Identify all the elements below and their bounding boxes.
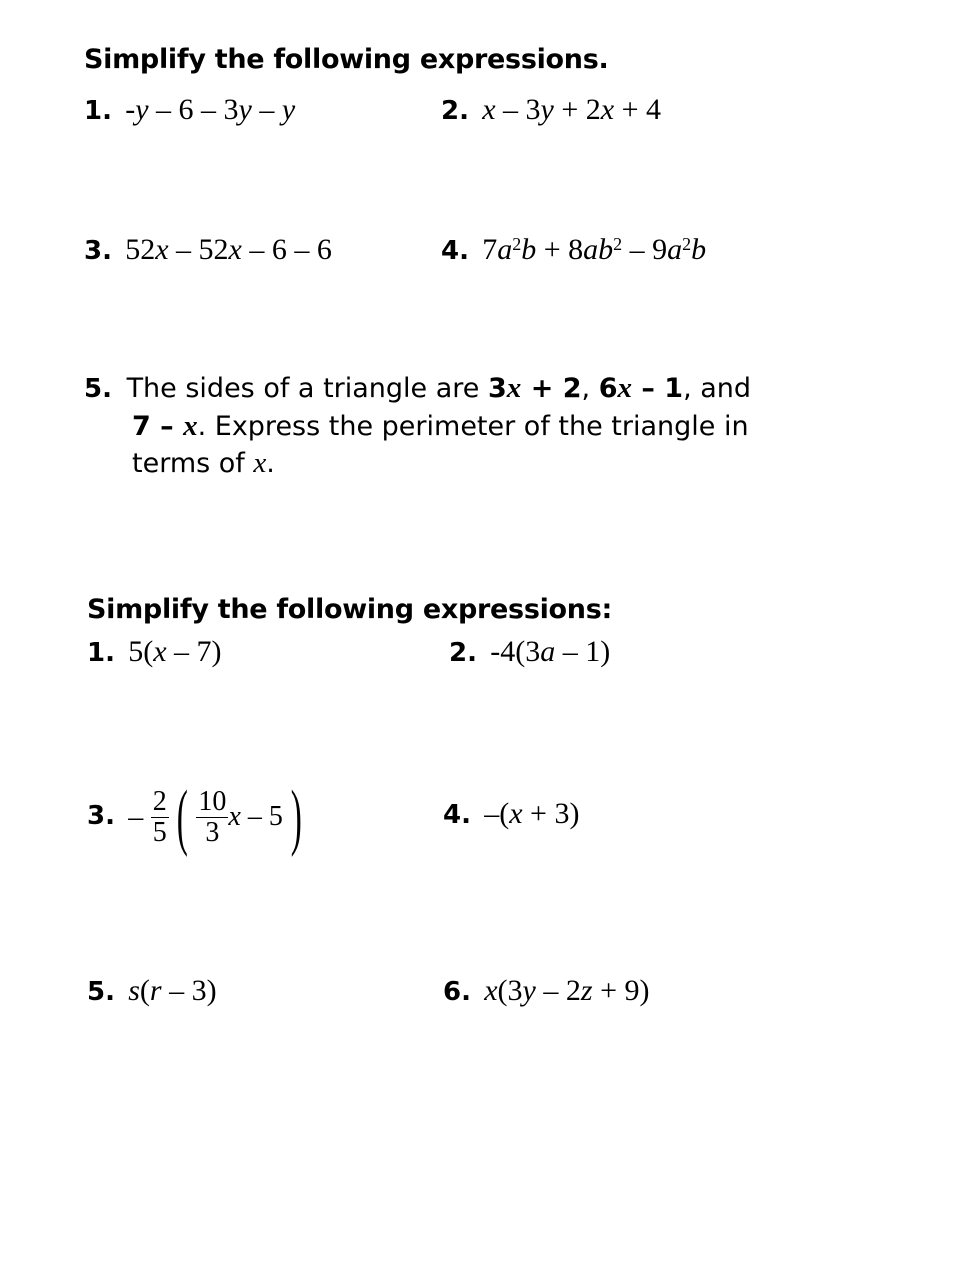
problem-1-5 <box>84 370 784 482</box>
problem-2-1 <box>87 634 222 671</box>
section2-heading: Simplify the following expressions: <box>87 594 612 625</box>
problem-1-2 <box>441 92 661 129</box>
problem-1-3 <box>84 232 332 269</box>
problem-5-line-1: 5. The sides of a triangle are 3x + 2, 6x – 1, and <box>84 372 752 404</box>
expression: x – 3y + 2x + 4 <box>482 93 662 126</box>
expression: $7a^2b + 8ab^2 - 9a^2b$ <box>482 233 707 266</box>
problem-number: 1. <box>84 96 112 126</box>
problem-number: 3. <box>87 801 115 832</box>
problem-number: 5. <box>87 977 115 1007</box>
section1-heading: Simplify the following expressions. <box>84 44 609 75</box>
expression: –(x + 3) <box>484 797 580 830</box>
problem-2-3 <box>87 776 309 859</box>
fraction-2-5: $\frac{2}{5}$ <box>152 785 167 848</box>
expression: – $\frac{2}{5}$ ( $\frac{10}{3}$ x – 5 ) <box>128 776 303 859</box>
problem-5-line-3: terms of x. <box>132 447 275 479</box>
expression: s(r – 3) <box>128 974 217 1007</box>
problem-number: 4. <box>441 236 469 266</box>
problem-2-5 <box>87 973 217 1010</box>
problem-number: 2. <box>449 638 477 668</box>
problem-1-4 <box>441 232 706 269</box>
problem-number: 2. <box>441 96 469 126</box>
expression: -4(3a – 1) <box>490 635 611 668</box>
problem-number: 3. <box>84 236 112 266</box>
problem-1-1 <box>84 92 295 129</box>
problem-5-line-2: 7 – x. Express the perimeter of the triangle in <box>132 410 749 442</box>
expression: 5(x – 7) <box>128 635 222 668</box>
problem-number: 6. <box>443 977 471 1007</box>
problem-2-6 <box>443 973 649 1010</box>
problem-2-2 <box>449 634 610 671</box>
fraction-10-3: $\frac{10}{3}$ <box>198 785 227 848</box>
problem-2-4 <box>443 796 579 833</box>
problem-number: 5. <box>84 374 112 404</box>
problem-number: 1. <box>87 638 115 668</box>
expression: -y – 6 – 3y – y <box>125 93 296 126</box>
expression: x(3y – 2z + 9) <box>484 974 650 1007</box>
expression: 52x – 52x – 6 – 6 <box>125 233 332 266</box>
problem-number: 4. <box>443 800 471 830</box>
